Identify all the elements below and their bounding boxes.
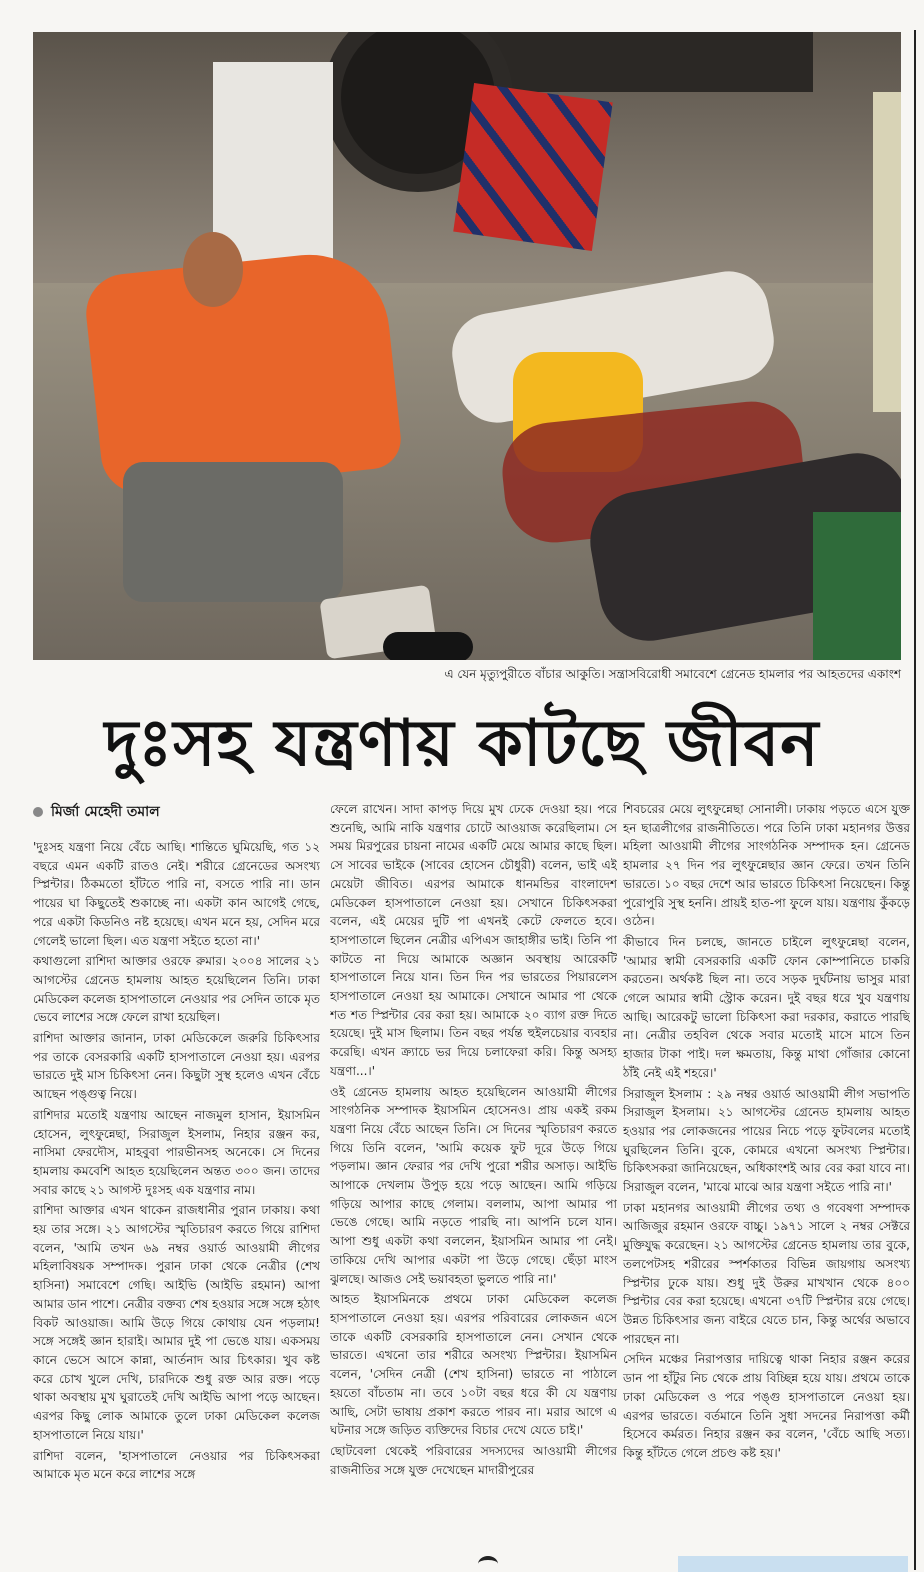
photo-man-legs bbox=[123, 462, 343, 602]
article-column-3 bbox=[623, 800, 910, 1562]
paragraph: রাশিদা আক্তার এখন থাকেন রাজধানীর পুরান ঢাকায়। কথা হয় তার সঙ্গে। ২১ আগস্টের স্মৃতিচারণ করতে গিয়ে রাশিদা বলেন, 'আমি তখন ৬৯ নম্বর ওয়ার্ড আওয়ামী লীগের মহিলাবিষয়ক সম্পাদক। পুরান ঢাকা থেকে নেত্রীর (শেখ হাসিনা) সমাবেশে গেছি। আইভি (আইভি রহমান) আপা আমার ডান পাশে। নেত্রীর বক্তব্য শেষ হওয়ার সঙ্গে সঙ্গে হঠাৎ বিকট আওয়াজ। আমি উড়ে গিয়ে কোথায় যেন পড়লাম! সঙ্গে সঙ্গেই জ্ঞান হারাই। আমার দুই পা ভেঙে যায়। একসময় কানে ভেসে আসে কান্না, আর্তনাদ আর চিৎকার। খুব কষ্ট করে চোখ খুলে দেখি, চারদিকে শুধু রক্ত আর রক্ত। পড়ে থাকা অবস্থায় মুখ ঘুরাতেই দেখি আইভি আপা পড়ে আছেন। এরপর কিছু লোক আমাকে তুলে ঢাকা মেডিকেল কলেজ হাসপাতালে নিয়ে যায়।' bbox=[33, 1203, 320, 1442]
page-right-rule bbox=[914, 30, 916, 1570]
paragraph: কীভাবে দিন চলছে, জানতে চাইলে লুৎফুন্নেছা বলেন, 'আমার স্বামী বেসরকারি একটি ফোন কোম্পানিতে চাকরি করতেন। অর্থকষ্ট ছিল না। তবে সড়ক দুর্ঘটনায় ভাসুর মারা গেলে আমার স্বামী স্ট্রোক করেন। দুই বছর ধরে খুব যন্ত্রণায় আছি। আরেকটু ভালো চিকিৎসা করা দরকার, করাতে পারছি না। নেত্রীর তহবিল থেকে সবার মতোই মাসে মাসে তিন হাজার টাকা পাই। দল ক্ষমতায়, কিন্তু মাথা গোঁজার কোনো ঠাঁই নেই এই শহরে।' bbox=[623, 934, 910, 1080]
paragraph: 'দুঃসহ যন্ত্রণা নিয়ে বেঁচে আছি। শান্তিতে ঘুমিয়েছি, গত ১২ বছরে এমন একটি রাতও নেই। শরীরে গ্রেনেডের অসংখ্য স্প্লিন্টার। ঠিকমতো হাঁটতে পারি না, বসতে পারি না। ডান পায়ের ঘা কিছুতেই শুকাচ্ছে না। একটা কান আগেই গেছে, পরে একটা কিডনিও নষ্ট হয়েছে। এখন মনে হয়, সেদিন মরে গেলেই ভালো ছিল। এত যন্ত্রণা সইতে হতো না।' bbox=[33, 840, 320, 948]
paragraph: ঢাকা মহানগর আওয়ামী লীগের তথ্য ও গবেষণা সম্পাদক আজিজুর রহমান ওরফে বাচ্চু। ১৯৭১ সালে ২ নম্বর সেক্টরে মুক্তিযুদ্ধ করেছেন। ২১ আগস্টের গ্রেনেড হামলায় তার বুকে, তলপেটসহ শরীরের স্পর্শকাতর বিভিন্ন জায়গায় অসংখ্য স্প্লিন্টার ঢুকে যায়। শুধু দুই উরুর মাখখান থেকে ৪০০ স্প্লিন্টার বের করা হয়েছে। এখনো ৩৭টি স্প্লিন্টার রয়ে গেছে। উন্নত চিকিৎসার জন্য বাইরে যেতে চান, কিন্তু অর্থের অভাবে পারছেন না। bbox=[623, 1200, 910, 1346]
photo-checked-shirt-man bbox=[453, 83, 613, 251]
photo-caption: এ যেন মৃত্যুপুরীতে বাঁচার আকুতি। সন্ত্রাসবিরোধী সমাবেশে গ্রেনেড হামলার পর আহতদের একাংশ bbox=[444, 667, 901, 681]
photo-standing-man bbox=[213, 62, 333, 262]
paragraph: রাশিদা আক্তার জানান, ঢাকা মেডিকেলে জরুরি চিকিৎসার পর তাকে বেসরকারি একটি হাসপাতালে নেওয়া হয়। এরপর ভারতে দুই মাস চিকিৎসা নেন। কিছুটা সুস্থ হলেও এখন বেঁচে আছেন পঙ্গুত্ব নিয়ে। bbox=[33, 1031, 320, 1102]
byline-bullet-icon bbox=[33, 807, 43, 817]
paragraph: রাশিদা বলেন, 'হাসপাতালে নেওয়ার পর চিকিৎসকরা আমাকে মৃত মনে করে লাশের সঙ্গে bbox=[33, 1448, 320, 1482]
paragraph: কথাগুলো রাশিদা আক্তার ওরফে রুমার। ২০০৪ সালের ২১ আগস্টের গ্রেনেড হামলায় আহত হয়েছিলেন তিনি। ঢাকা মেডিকেল কলেজ হাসপাতালে নেওয়ার পর সেদিন তাকে মৃত ভেবে লাশের সঙ্গে ফেলে রাখা হয়েছিল। bbox=[33, 954, 320, 1025]
byline bbox=[33, 800, 320, 824]
article-column-1 bbox=[33, 800, 320, 1562]
photo-man-head bbox=[183, 232, 243, 307]
photo-orange-shirt-man bbox=[82, 247, 403, 497]
headline: দুঃসহ যন্ত্রণায় কাটছে জীবন bbox=[104, 706, 820, 781]
photo-right-man bbox=[873, 92, 901, 412]
paragraph: সেদিন মঞ্চের নিরাপত্তার দায়িত্বে থাকা নিহার রঞ্জন করের ডান পা হাঁটুর নিচ থেকে প্রায় বিচ্ছিন্ন হয়ে যায়। প্রথমে তাকে ঢাকা মেডিকেল ও পরে পঙ্গু হাসপাতালে নেওয়া হয়। এরপর ভারতে। বর্তমানে তিনি সুধা সদনের নিরাপত্তা কর্মী হিসেবে কর্মরত। নিহার রঞ্জন কর বলেন, 'বেঁচে আছি সত্য। কিন্তু হাঁটতে গেলে প্রচণ্ড কষ্ট হয়।' bbox=[623, 1352, 910, 1460]
byline-author: মির্জা মেহেদী তমাল bbox=[51, 804, 160, 820]
paragraph: ফেলে রাখেন। সাদা কাপড় দিয়ে মুখ ঢেকে দেওয়া হয়। পরে শুনেছি, আমি নাকি যন্ত্রণার চোটে আওয়াজ করেছিলাম। সে সময় মিরপুরের চায়না নামের একটি মেয়ে আমার কাছে ছিল। সে সাবের ভাইকে (সাবের হোসেন চৌধুরী) বলেন, ভাই এই মেয়েটা জীবিত। এরপর আমাকে ধানমন্ডির বাংলাদেশ মেডিকেল হাসপাতালে নেওয়া হয়। সেখানে চিকিৎসকরা বলেন, এই মেয়ের দুটি পা এখনই কেটে ফেলতে হবে। হাসপাতালে ছিলেন নেত্রীর এপিএস জাহাঙ্গীর ভাই। তিনি পা কাটতে না দিয়ে আমাকে অজ্ঞান অবস্থায় আরেকটি হাসপাতালে নিয়ে যান। তিন দিন পর ভারতের পিয়ারলেস হাসপাতালে নেওয়া হয় আমাকে। সেখানে আমার পা থেকে শত শত স্প্লিন্টার বের করা হয়। আমাকে ২০ ব্যাগ রক্ত দিতে হয়েছে। দুই মাস ছিলাম। তিন বছর পর্যন্ত হুইলচেয়ার ব্যবহার করেছি। এখন ক্র্যাচে ভর দিয়ে চলাফেরা করি। কিন্তু অসহ্য যন্ত্রণা...।' bbox=[330, 802, 617, 1078]
news-photo bbox=[33, 32, 901, 660]
photo-shoe bbox=[383, 632, 473, 660]
paragraph: সিরাজুল ইসলাম : ২৯ নম্বর ওয়ার্ড আওয়ামী লীগ সভাপতি সিরাজুল ইসলাম। ২১ আগস্টের গ্রেনেড হামলায় আহত হওয়ার পর লোকজনের পায়ের নিচে পড়ে ফুটবলের মতোই ঘুরছিলেন তিনি। বুকে, কোমরে এখনো অসংখ্য স্প্লিন্টার। চিকিৎসকরা জানিয়েছেন, অধিকাংশই আর বের করা যাবে না। সিরাজুল বলেন, 'মাঝে মাঝে আর যন্ত্রণা সইতে পারি না।' bbox=[623, 1086, 910, 1195]
paragraph: ওই গ্রেনেড হামলায় আহত হয়েছিলেন আওয়ামী লীগের সাংগঠনিক সম্পাদক ইয়াসমিন হোসেনও। প্রায় একই রকম যন্ত্রণা নিয়ে বেঁচে আছেন তিনি। সে দিনের স্মৃতিচারণ করতে গিয়ে তিনি বলেন, 'আমি কয়েক ফুট দূরে উড়ে গিয়ে পড়লাম। জ্ঞান ফেরার পর দেখি পুরো শরীর অসাড়। আইভি আপাকে দেখলাম উপুড় হয়ে পড়ে আছেন। আমি গড়িয়ে গড়িয়ে আপার কাছে গেলাম। বললাম, আপা আমার পা ভেঙে গেছে। আমি নড়তে পারছি না। আপনি চলে যান। আপা শুধু একটা কথা বললেন, ইয়াসমিন আমার পা নেই। তাকিয়ে দেখি আপার একটা পা উড়ে গেছে। ছেঁড়া মাংস ঝুলছে। আজও সেই ভয়াবহতা ভুলতে পারি না।' bbox=[330, 1084, 617, 1286]
paragraph: রাশিদার মতোই যন্ত্রণায় আছেন নাজমুল হাসান, ইয়াসমিন হোসেন, লুৎফুন্নেছা, সিরাজুল ইসলাম, নিহার রঞ্জন কর, নাসিমা ফেরদৌস, মাহবুবা পারভীনসহ অনেকে। সে দিনের হামলায় কমবেশি আহত হয়েছিলেন অন্তত ৩০০ জন। তাদের সবার কাছে ২১ আগস্ট দুঃসহ এক যন্ত্রণার নাম। bbox=[33, 1107, 320, 1197]
photo-green-cloth bbox=[813, 512, 901, 660]
page-bottom-box bbox=[678, 1556, 908, 1572]
article-column-2 bbox=[330, 800, 617, 1562]
paragraph: শিবচরের মেয়ে লুৎফুন্নেছা সোনালী। ঢাকায় পড়তে এসে যুক্ত হন ছাত্রলীগের রাজনীতিতে। পরে তিনি ঢাকা মহানগর উত্তর মহিলা আওয়ামী লীগের সাংগঠনিক সম্পাদক হন। গ্রেনেড হামলার ২৭ দিন পর লুৎফুন্নেছার জ্ঞান ফেরে। তখন তিনি ভারতে। ১০ বছর দেশে আর ভারতে চিকিৎসা নিয়েছেন। কিন্তু পুরোপুরি সুস্থ হননি। প্রায়ই হাত-পা ফুলে যায়। যন্ত্রণায় কুঁকড়ে ওঠেন। bbox=[623, 802, 910, 929]
page-bottom-mark bbox=[478, 1556, 498, 1572]
paragraph: আহত ইয়াসমিনকে প্রথমে ঢাকা মেডিকেল কলেজ হাসপাতালে নেওয়া হয়। এরপর পরিবারের লোকজন এসে তাকে একটি বেসরকারি হাসপাতালে নেন। সেখান থেকে ভারতে। এখনো তার শরীরে অসংখ্য স্প্লিন্টার। ইয়াসমিন বলেন, 'সেদিন নেত্রী (শেখ হাসিনা) ভারতে না পাঠালে হয়তো বাঁচতাম না। তবে ১০টা বছর ধরে কী যে যন্ত্রণায় আছি, সেটা ভাষায় প্রকাশ করতে পারব না। মরার আগে এ ঘটনার সঙ্গে জড়িত ব্যক্তিদের বিচার দেখে যেতে চাই।' bbox=[330, 1292, 617, 1438]
paragraph: ছোটবেলা থেকেই পরিবারের সদস্যদের আওয়ামী লীগের রাজনীতির সঙ্গে যুক্ত দেখেছেন মাদারীপুরের bbox=[330, 1443, 617, 1477]
